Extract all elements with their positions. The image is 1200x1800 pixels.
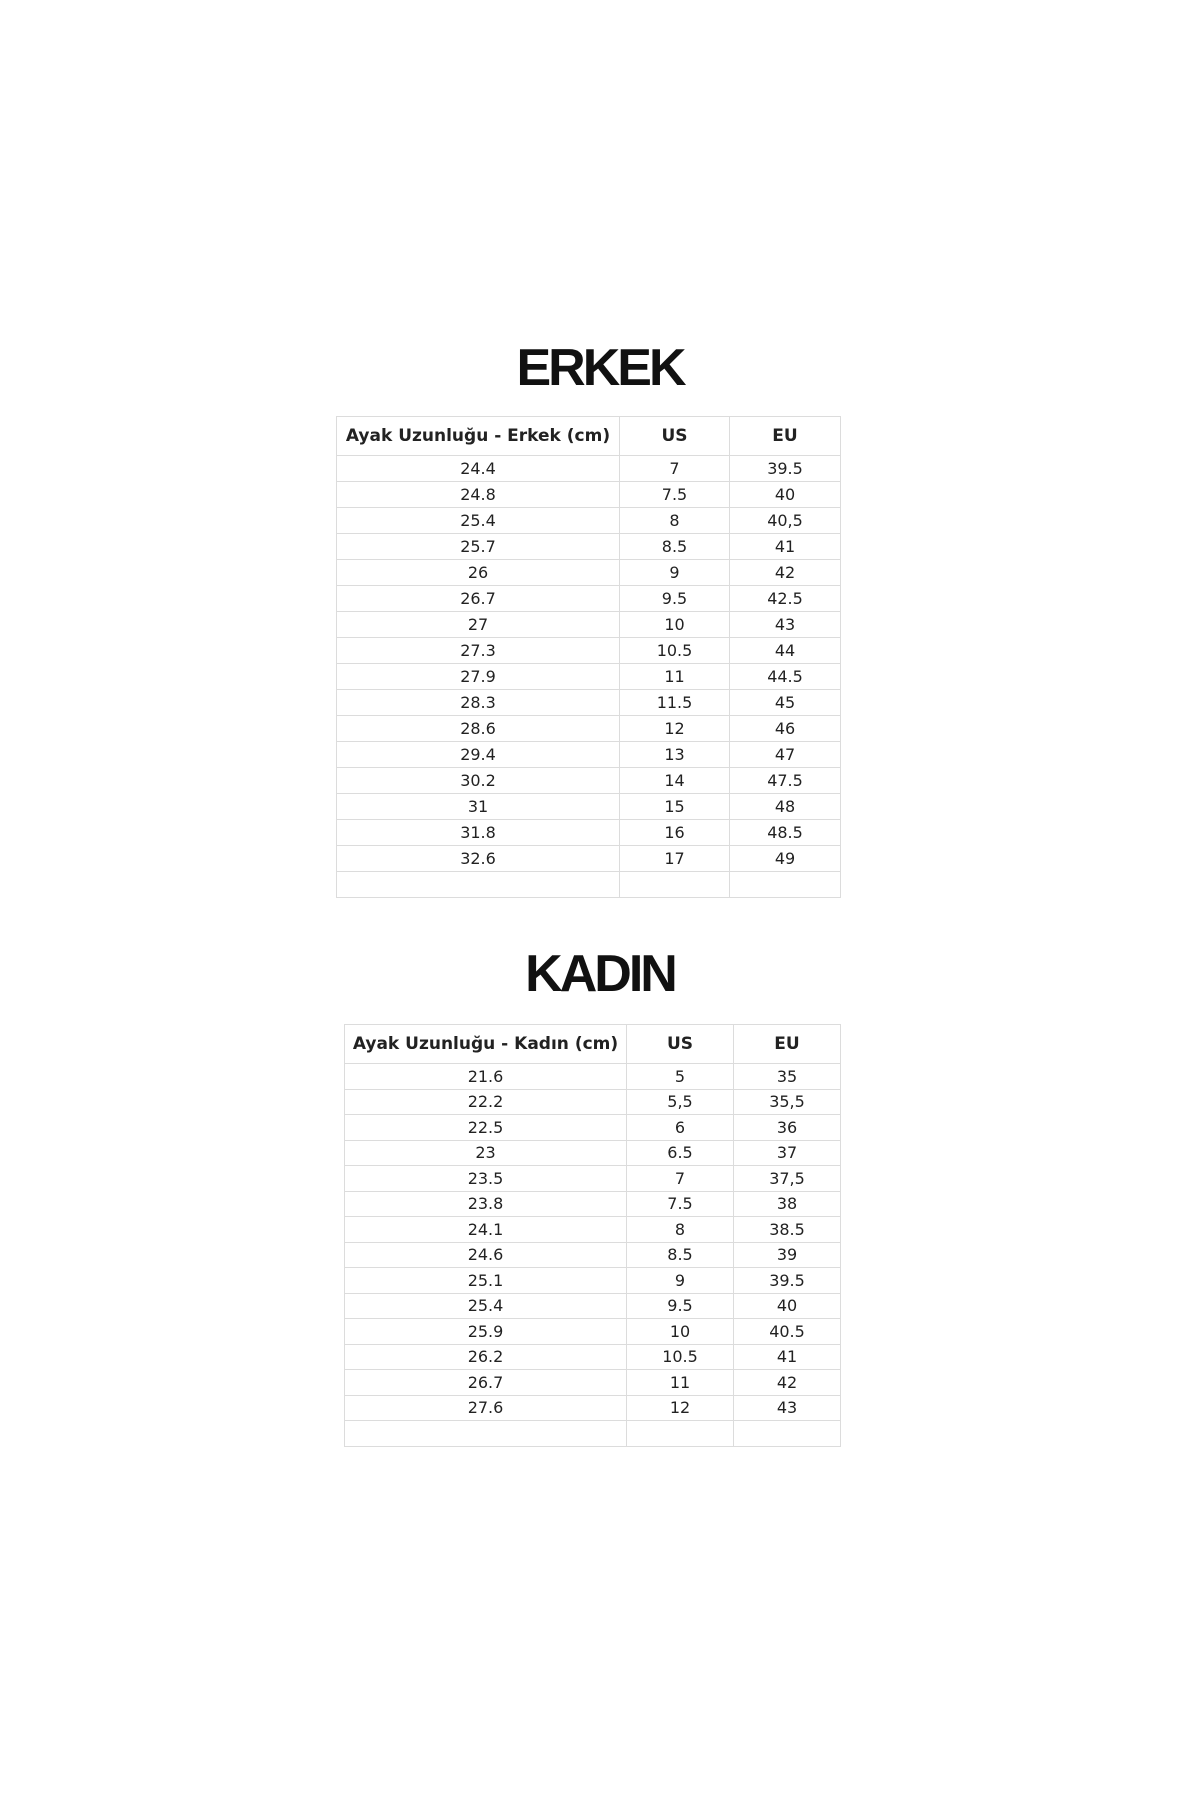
cell-eu-size: 37: [734, 1140, 841, 1166]
men-table-body: [337, 456, 841, 898]
cell-eu-size: 49: [730, 846, 841, 872]
cell-foot-length: 27: [337, 612, 620, 638]
table-row: [345, 1115, 841, 1141]
cell-eu-size: 41: [734, 1344, 841, 1370]
header-foot-length: Ayak Uzunluğu - Kadın (cm): [345, 1025, 627, 1064]
table-row: [337, 482, 841, 508]
table-row: [337, 456, 841, 482]
table-row: [345, 1089, 841, 1115]
cell-us-size: 15: [620, 794, 730, 820]
cell-us-size: 6: [627, 1115, 734, 1141]
cell-eu-size: 42: [734, 1370, 841, 1396]
cell-us-size: 9.5: [627, 1293, 734, 1319]
cell-eu-size: 35: [734, 1064, 841, 1090]
table-row: [337, 612, 841, 638]
cell-eu-size: 46: [730, 716, 841, 742]
cell-us-size: 7.5: [620, 482, 730, 508]
header-us: US: [627, 1025, 734, 1064]
table-row: [345, 1293, 841, 1319]
table-row: [337, 742, 841, 768]
table-row: [345, 1140, 841, 1166]
cell-eu-size: 47: [730, 742, 841, 768]
cell-foot-length: 24.4: [337, 456, 620, 482]
cell-eu-size: 38.5: [734, 1217, 841, 1243]
cell-foot-length: 28.3: [337, 690, 620, 716]
table-row: [345, 1242, 841, 1268]
cell-foot-length: 24.6: [345, 1242, 627, 1268]
table-header-row: [345, 1025, 841, 1064]
cell-us-size: 11: [627, 1370, 734, 1396]
cell-foot-length: 31: [337, 794, 620, 820]
cell-us-size: 10: [627, 1319, 734, 1345]
table-row: [345, 1166, 841, 1192]
cell-foot-length: 26.7: [337, 586, 620, 612]
cell-eu-size: 47.5: [730, 768, 841, 794]
cell-us-size: 5,5: [627, 1089, 734, 1115]
table-row: [337, 846, 841, 872]
table-row: [337, 534, 841, 560]
cell-foot-length: 25.4: [337, 508, 620, 534]
women-size-table: [344, 1024, 841, 1447]
cell-eu-size: 43: [730, 612, 841, 638]
cell-eu-size: 40,5: [730, 508, 841, 534]
cell-foot-length: 27.3: [337, 638, 620, 664]
header-foot-length: Ayak Uzunluğu - Erkek (cm): [337, 417, 620, 456]
cell-us-size: 7: [627, 1166, 734, 1192]
women-table-body: [345, 1064, 841, 1447]
table-row: [345, 1319, 841, 1345]
table-row: [337, 586, 841, 612]
cell-foot-length: 23.8: [345, 1191, 627, 1217]
cell-foot-length: 23: [345, 1140, 627, 1166]
men-size-table: [336, 416, 841, 898]
cell-eu-size: 40: [734, 1293, 841, 1319]
cell-eu-size: 48.5: [730, 820, 841, 846]
header-eu: EU: [734, 1025, 841, 1064]
cell-us-size: 9.5: [620, 586, 730, 612]
cell-foot-length: 24.8: [337, 482, 620, 508]
cell-us-size: 8.5: [620, 534, 730, 560]
cell-eu-size: 44.5: [730, 664, 841, 690]
cell-foot-length: 32.6: [337, 846, 620, 872]
cell-foot-length: 22.2: [345, 1089, 627, 1115]
women-section-title: KADIN: [525, 945, 675, 1003]
cell-us-size: 9: [620, 560, 730, 586]
header-us: US: [620, 417, 730, 456]
table-row: [337, 820, 841, 846]
cell-foot-length: 31.8: [337, 820, 620, 846]
table-header-row: [337, 417, 841, 456]
cell-us-size: 12: [620, 716, 730, 742]
cell-us-size: 8: [627, 1217, 734, 1243]
cell-foot-length: [345, 1421, 627, 1447]
cell-eu-size: 48: [730, 794, 841, 820]
cell-us-size: 13: [620, 742, 730, 768]
men-section-title: ERKEK: [516, 339, 684, 397]
table-row: [345, 1191, 841, 1217]
table-row: [345, 1421, 841, 1447]
cell-eu-size: 41: [730, 534, 841, 560]
table-row: [337, 638, 841, 664]
table-row: [345, 1395, 841, 1421]
cell-eu-size: 44: [730, 638, 841, 664]
cell-us-size: [627, 1421, 734, 1447]
cell-eu-size: 39.5: [734, 1268, 841, 1294]
cell-foot-length: 29.4: [337, 742, 620, 768]
table-row: [337, 508, 841, 534]
cell-eu-size: 38: [734, 1191, 841, 1217]
cell-us-size: 8: [620, 508, 730, 534]
cell-foot-length: 27.9: [337, 664, 620, 690]
cell-foot-length: 23.5: [345, 1166, 627, 1192]
cell-us-size: 17: [620, 846, 730, 872]
cell-eu-size: 40.5: [734, 1319, 841, 1345]
cell-eu-size: [734, 1421, 841, 1447]
cell-foot-length: 30.2: [337, 768, 620, 794]
cell-foot-length: 25.1: [345, 1268, 627, 1294]
cell-us-size: 14: [620, 768, 730, 794]
table-row: [337, 716, 841, 742]
cell-foot-length: 26: [337, 560, 620, 586]
cell-foot-length: 25.9: [345, 1319, 627, 1345]
table-row: [345, 1370, 841, 1396]
table-row: [337, 794, 841, 820]
cell-eu-size: 37,5: [734, 1166, 841, 1192]
cell-eu-size: 35,5: [734, 1089, 841, 1115]
cell-eu-size: 43: [734, 1395, 841, 1421]
cell-eu-size: 42.5: [730, 586, 841, 612]
cell-foot-length: 27.6: [345, 1395, 627, 1421]
cell-foot-length: 25.7: [337, 534, 620, 560]
cell-us-size: 10.5: [620, 638, 730, 664]
table-row: [337, 768, 841, 794]
table-row: [337, 664, 841, 690]
cell-foot-length: [337, 872, 620, 898]
cell-foot-length: 26.7: [345, 1370, 627, 1396]
cell-eu-size: 40: [730, 482, 841, 508]
cell-us-size: 10: [620, 612, 730, 638]
cell-foot-length: 28.6: [337, 716, 620, 742]
cell-foot-length: 22.5: [345, 1115, 627, 1141]
cell-us-size: 10.5: [627, 1344, 734, 1370]
cell-us-size: 5: [627, 1064, 734, 1090]
cell-us-size: 9: [627, 1268, 734, 1294]
table-row: [345, 1064, 841, 1090]
table-row: [345, 1268, 841, 1294]
cell-us-size: 8.5: [627, 1242, 734, 1268]
table-row: [337, 872, 841, 898]
cell-eu-size: 36: [734, 1115, 841, 1141]
cell-us-size: [620, 872, 730, 898]
cell-foot-length: 21.6: [345, 1064, 627, 1090]
table-row: [345, 1217, 841, 1243]
cell-eu-size: 39.5: [730, 456, 841, 482]
cell-us-size: 7: [620, 456, 730, 482]
table-row: [337, 690, 841, 716]
cell-eu-size: 39: [734, 1242, 841, 1268]
cell-eu-size: 42: [730, 560, 841, 586]
cell-us-size: 6.5: [627, 1140, 734, 1166]
table-row: [345, 1344, 841, 1370]
cell-eu-size: 45: [730, 690, 841, 716]
cell-us-size: 16: [620, 820, 730, 846]
table-row: [337, 560, 841, 586]
header-eu: EU: [730, 417, 841, 456]
cell-us-size: 11: [620, 664, 730, 690]
cell-eu-size: [730, 872, 841, 898]
cell-foot-length: 25.4: [345, 1293, 627, 1319]
cell-us-size: 7.5: [627, 1191, 734, 1217]
cell-foot-length: 26.2: [345, 1344, 627, 1370]
cell-foot-length: 24.1: [345, 1217, 627, 1243]
cell-us-size: 11.5: [620, 690, 730, 716]
cell-us-size: 12: [627, 1395, 734, 1421]
